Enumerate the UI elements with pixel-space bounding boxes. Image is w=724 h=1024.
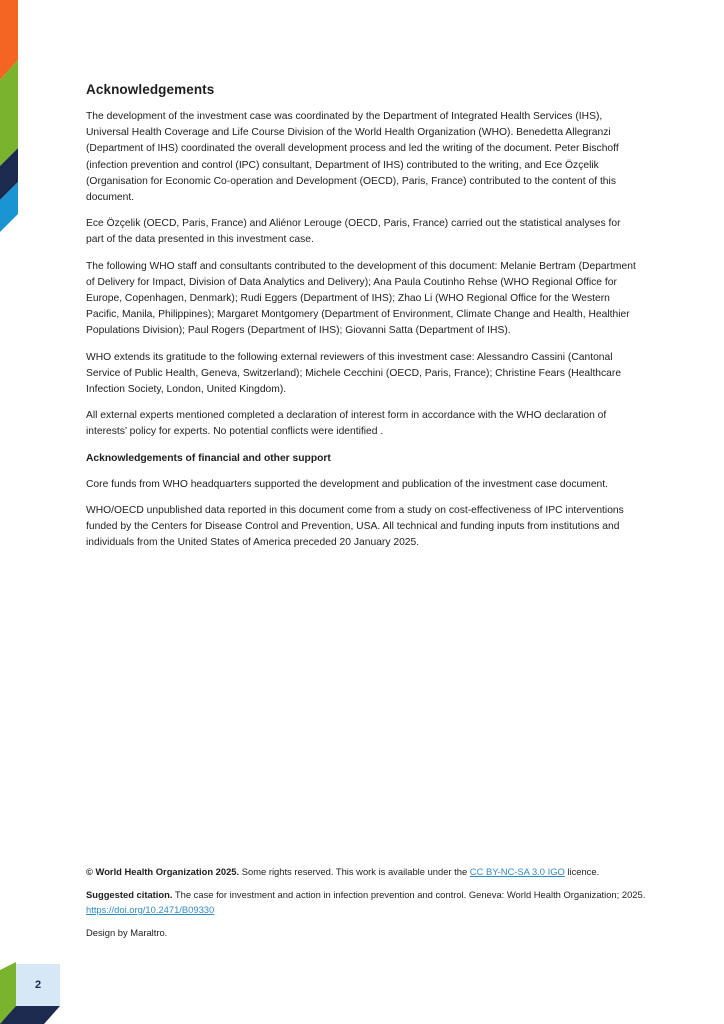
footer [86, 864, 646, 948]
paragraph-declaration: All external experts mentioned completed a declaration of interest form in accordance with the WHO declaration of interests’ policy for experts. No potential conflicts were identified . [86, 410, 607, 438]
design-credit: Design by Maraltro. [86, 927, 168, 938]
paragraph-unpublished-data: WHO/OECD unpublished data reported in this document come from a study on cost-effectiveness of IPC interventions funded by the Centers for Disease Control and Prevention, USA. All technical and funding inputs from institutions and individuals from the United States of America preceded 20 January 2025. [86, 504, 624, 549]
copyright-line [86, 864, 646, 879]
citation-text: The case for investment and action in infection prevention and control. Geneva: World Health Organization; 2025. [172, 889, 646, 900]
doi-link[interactable]: https://doi.org/10.2471/B09330 [86, 904, 215, 915]
page-title: Acknowledgements [86, 82, 215, 97]
copyright-bold: © World Health Organization 2025. [86, 866, 240, 877]
citation-bold: Suggested citation. [86, 889, 173, 900]
side-decorative-stripe [0, 0, 20, 240]
paragraph-core-funds: Core funds from WHO headquarters supported the development and publication of the investment case document. [86, 478, 609, 490]
page-number: 2 [34, 979, 42, 991]
paragraph-statistical-analyses: Ece Özçelik (OECD, Paris, France) and Aliénor Lerouge (OECD, Paris, France) carried out the statistical analyses for part of the data presented in this investment case. [86, 218, 621, 246]
citation-line [86, 887, 646, 917]
copyright-text: Some rights reserved. This work is available under the [239, 866, 470, 877]
paragraph-coordination: The development of the investment case was coordinated by the Department of Integrated Health Services (IHS), Universal Health Coverage and Life Course Division of the World Health Organization (WHO). Benedetta Allegranzi (Department of IHS) coordinated the overall development process and led the writing of the document. Peter Bischoff (infection prevention and control (IPC) consultant, Department of IHS) contributed to the writing, and Ece Özçelik (Organisation for Economic Co-operation and Development (OECD), Paris, France) contributed to the content of this document. [86, 111, 619, 204]
paragraph-external-reviewers: WHO extends its gratitude to the following external reviewers of this investment case: Alessandro Cassini (Cantonal Service of Public Health, Geneva, Switzerland); Michele Cecchini (OECD, Paris, France); Christine Fears (Healthcare Infection Society, London, United Kingdom). [86, 351, 622, 396]
paragraph-who-staff: The following WHO staff and consultants contributed to the development of this document: Melanie Bertram (Department of Delivery for Impact, Division of Data Analytics and Delivery); Ana Paula Coutinho Rehse (WHO Regional Office for Europe, Copenhagen, Denmark); Rudi Eggers (Department of IHS); Zhao Li (WHO Regional Office for the Western Pacific, Manila, Philippines); Margaret Montgomery (Department of Environment, Climate Change and Health, Healthier Populations Division); Paul Rogers (Department of IHS); Giovanni Satta (Department of IHS). [86, 260, 636, 337]
main-content [86, 82, 638, 561]
license-link[interactable]: CC BY-NC-SA 3.0 IGO [469, 866, 565, 877]
license-suffix: licence. [564, 866, 600, 877]
section-heading-financial-support: Acknowledgements of financial and other support [86, 452, 331, 464]
